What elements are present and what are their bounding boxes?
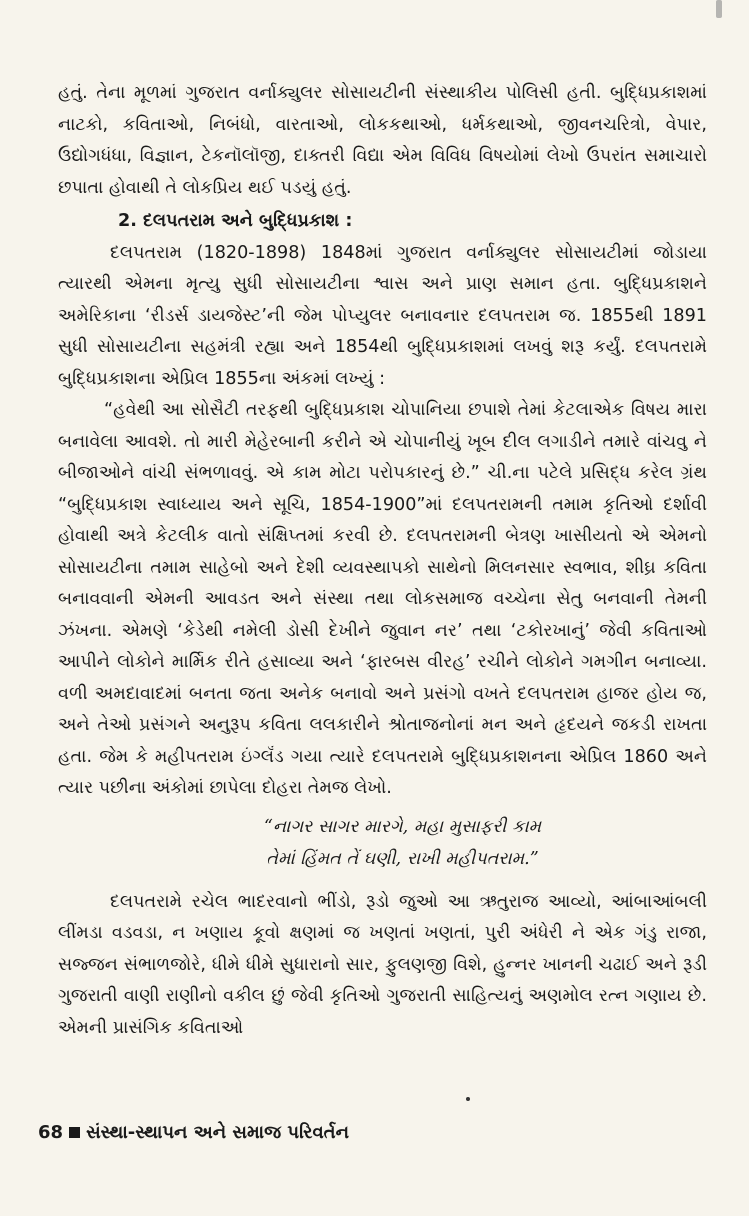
page-footer: [38, 1122, 349, 1143]
paragraph-works: દલપતરામે રચેલ ભાદરવાનો ભીંડો, રૂડો જુઓ આ ઋતુરાજ આવ્યો, આંબાઆંબલી લીંમડા વડવડા, ન ખણાય કૂવો ક્ષણમાં જ ખણતાં ખણતાં, પુરી અંધેરી ને એક ગંડુ રાજા, સજ્જન સંભાળજોરે, ધીમે ધીમે સુધારાનો સાર, ફુલણજી વિશે, હુન્નર ખાનની ચઢાઈ અને રૂડી ગુજરાતી વાણી રાણીનો વકીલ છું જેવી કૃતિઓ ગુજરાતી સાહિત્યનું અણમોલ રત્ન ગણાય છે. એમની પ્રાસંગિક કવિતાઓ: [58, 891, 707, 1038]
couplet: [58, 811, 707, 875]
paragraph-quote: “હવેથી આ સોસૈટી તરફથી બુદ્ધિપ્રકાશ ચોપાનિયા છપાશે તેમાં કેટલાએક વિષય મારા બનાવેલા આવશે. તો મારી મેહેરબાની કરીને એ ચોપાનીયું ખૂબ દીલ લગાડીને તમારે વાંચવુ ને બીજાઓને વાંચી સંભળાવવું. એ કામ મોટા પરોપકારનું છે.” ચી.ના પટેલે પ્રસિદ્ધ કરેલ ગ્રંથ “બુદ્ધિપ્રકાશ સ્વાધ્યાય અને સૂચિ, 1854-1900”માં દલપતરામની તમામ કૃતિઓ દર્શાવી હોવાથી અત્રે કેટલીક વાતો સંક્ષિપ્તમાં કરવી છે. દલપતરામની બેત્રણ ખાસીયતો એ એમનો સોસાયટીના તમામ સાહેબો અને દેશી વ્યવસ્થાપકો સાથેનો મિલનસાર સ્વભાવ, શીઘ્ર કવિતા બનાવવાની એમની આવડત અને સંસ્થા તથા લોકસમાજ વચ્ચેના સેતુ બનવાની તેમની ઝંખના. એમણે ‘કેડેથી નમેલી ડોસી દેખીને જુવાન નર’ તથા ‘ટકોરખાનું’ જેવી કવિતાઓ આપીને લોકોને માર્મિક રીતે હસાવ્યા અને ‘ફારબસ વીરહ’ રચીને લોકોને ગમગીન બનાવ્યા. વળી અમદાવાદમાં બનતા જતા અનેક બનાવો અને પ્રસંગો વખતે દલપતરામ હાજર હોય જ, અને તેઓ પ્રસંગને અનુરૂપ કવિતા લલકારીને શ્રોતાજનોનાં મન અને હૃદયને જકડી રાખતા હતા. જેમ કે મહીપતરામ ઇંગ્લૅંડ ગયા ત્યારે દલપતરામે બુદ્ધિપ્રકાશનના એપ્રિલ 1860 અને ત્યાર પછીના અંકોમાં છાપેલા દોહરા તેમજ લેખો.: [58, 400, 707, 798]
couplet-line-1: “નાગર સાગર મારગે, મહા મુસાફરી કામ: [263, 816, 542, 837]
couplet-line-2: તેમાં હિંમત તેં ઘણી, રાખી મહીપતરામ.”: [266, 848, 539, 869]
page-number: 68: [38, 1122, 64, 1143]
section-heading: 2. દલપતરામ અને બુદ્ધિપ્રકાશ :: [118, 211, 353, 231]
paragraph-continuation: હતું. તેના મૂળમાં ગુજરાત વર્નાક્યુલર સોસાયટીની સંસ્થાકીય પોલિસી હતી. બુદ્ધિપ્રકાશમાં નાટકો, કવિતાઓ, નિબંધો, વારતાઓ, લોકકથાઓ, ધર્મકથાઓ, જીવનચરિત્રો, વેપાર, ઉદ્યોગધંધા, વિજ્ઞાન, ટેકનૉલૉજી, દાક્તરી વિદ્યા એમ વિવિધ વિષયોમાં લેખો ઉપરાંત સમાચારો છપાતા હોવાથી તે લોકપ્રિય થઈ પડયું હતું.: [58, 83, 707, 198]
print-dot: [466, 1097, 470, 1101]
square-bullet-icon: [69, 1127, 80, 1138]
page-edge-mark: [716, 0, 722, 18]
paragraph-dalpatram-intro: દલપતરામ (1820-1898) 1848માં ગુજરાત વર્નાક્યુલર સોસાયટીમાં જોડાયા ત્યારથી એમના મૃત્યુ સુધી સોસાયટીના શ્વાસ અને પ્રાણ સમાન હતા. બુદ્ધિપ્રકાશને અમેરિકાના ‘રીડર્સ ડાયજેસ્ટ’ની જેમ પોપ્યુલર બનાવનાર દલપતરામ જ. 1855થી 1891 સુધી સોસાયટીના સહમંત્રી રહ્યા અને 1854થી બુદ્ધિપ્રકાશમાં લખવું શરૂ કર્યું. દલપતરામે બુદ્ધિપ્રકાશના એપ્રિલ 1855ના અંકમાં લખ્યું :: [58, 242, 707, 389]
book-title: સંસ્થા-સ્થાપન અને સમાજ પરિવર્તન: [86, 1122, 349, 1143]
